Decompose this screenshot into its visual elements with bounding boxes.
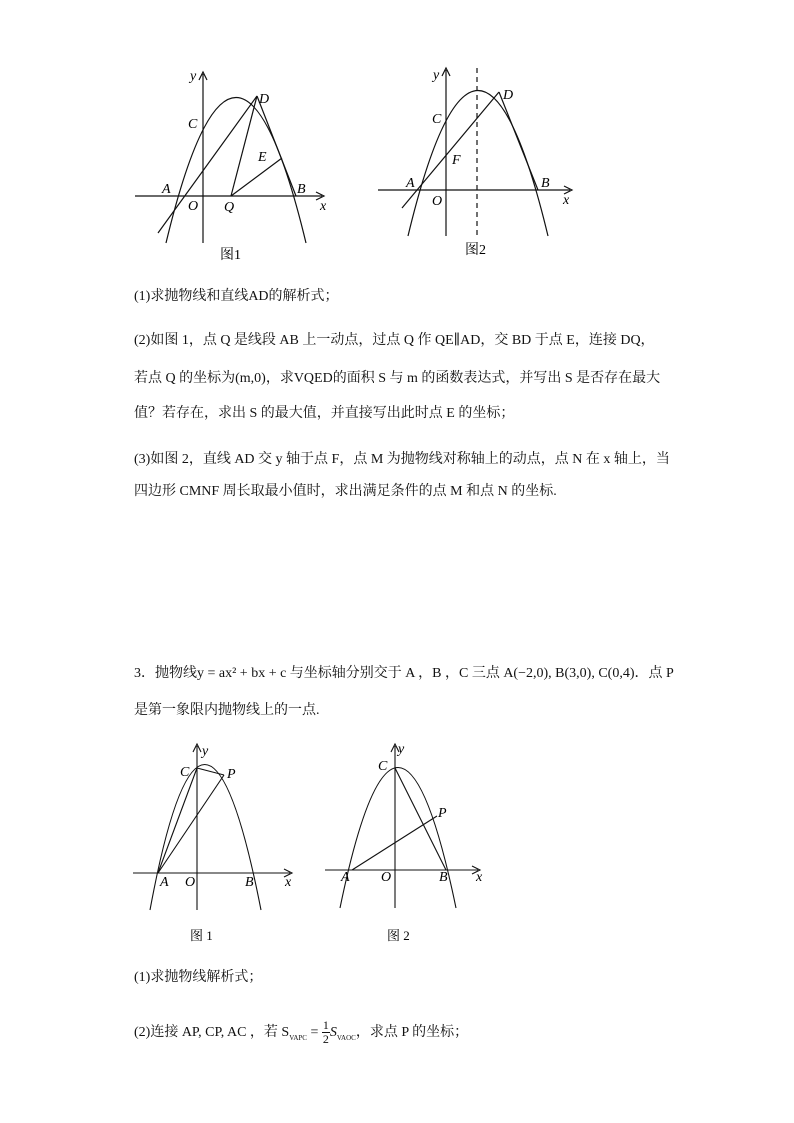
- fig4-label-b: B: [439, 870, 448, 885]
- fig4-label-c: C: [378, 759, 388, 774]
- p2-question-2-line-3: 值？若存在，求出 S 的最大值，并直接写出此时点 E 的坐标；: [134, 406, 515, 421]
- p3-intro-line-1: 3．抛物线y = ax² + bx + c 与坐标轴分别交于 A ，B ，C 三点 A(−2,0), B(3,0), C(0,4)．点 P: [134, 666, 674, 681]
- p3-intro-line-2: 是第一象限内抛物线上的一点.: [134, 703, 320, 718]
- fig2-line-db: [499, 92, 538, 190]
- fig3-line-cp: [197, 768, 224, 775]
- fig1-line-ad: [158, 96, 257, 233]
- fig3-line-ap: [158, 775, 224, 873]
- fig3-label-o: O: [185, 875, 196, 890]
- figure-1-graphics: [135, 72, 324, 243]
- fig3-line-ac: [158, 768, 197, 873]
- fig2-label-c: C: [432, 112, 442, 127]
- p3-question-2: [134, 1018, 468, 1053]
- fig2-label-b: B: [541, 176, 550, 191]
- figure-3-graphics: [133, 744, 292, 910]
- p3-q2-eq: =: [310, 1025, 319, 1040]
- fig3-label-p: P: [227, 767, 236, 782]
- p3-q2-s2: S: [329, 1025, 337, 1040]
- fig1-label-q: Q: [224, 200, 235, 215]
- figure-2-graphics: [378, 68, 572, 238]
- fig2-label-y: y: [433, 68, 440, 83]
- fig4-label-x: x: [476, 870, 483, 885]
- p2-question-2-line-1: (2)如图 1，点 Q 是线段 AB 上一动点，过点 Q 作 QE∥AD，交 BD 于点 E，连接 DQ，: [134, 333, 655, 348]
- p2-question-3-line-2: 四边形 CMNF 周长取最小值时，求出满足条件的点 M 和点 N 的坐标.: [134, 484, 557, 499]
- fig2-label-f: F: [452, 153, 461, 168]
- fig2-label-x: x: [563, 193, 570, 208]
- fig2-label-a: A: [406, 176, 415, 191]
- fig4-label-y: y: [398, 742, 405, 757]
- fig1-line-dq: [231, 96, 257, 196]
- fig3-label-c: C: [180, 765, 190, 780]
- p2-question-2-line-2: 若点 Q 的坐标为(m,0)，求VQED的面积 S 与 m 的函数表达式，并写出 S 是否存在最大: [134, 371, 661, 386]
- fig2-line-ad: [402, 92, 499, 208]
- fig2-label-o: O: [432, 194, 443, 209]
- fig1-line-db: [257, 96, 296, 196]
- fig1-label-o: O: [188, 199, 199, 214]
- p3-q2-sub-1: VAPC: [289, 1033, 307, 1042]
- fig2-label-d: D: [503, 88, 514, 103]
- fig3-label-y: y: [202, 744, 209, 759]
- fig1-label-e: E: [258, 150, 267, 165]
- fig1-line-qe: [231, 158, 282, 196]
- fig1-label-b: B: [297, 182, 306, 197]
- fig1-label-y: y: [190, 69, 197, 84]
- fig3-label-x: x: [285, 875, 292, 890]
- fig3-label-a: A: [160, 875, 169, 890]
- p3-q2-frac-den: 2: [322, 1032, 329, 1047]
- p3-q2-fraction: [322, 1019, 330, 1046]
- fig1-parabola: [166, 98, 306, 244]
- fig2-caption: 图2: [465, 243, 486, 258]
- fig3-caption: 图 1: [190, 928, 213, 943]
- p3-q2-prefix: (2)连接 AP, CP, AC ，若 S: [134, 1025, 290, 1040]
- fig4-label-o: O: [381, 870, 392, 885]
- p2-question-1: (1)求抛物线和直线AD的解析式；: [134, 289, 339, 304]
- fig4-caption: 图 2: [387, 928, 410, 943]
- p3-q2-suffix: ，求点 P 的坐标；: [355, 1025, 469, 1040]
- p3-q2-sub-2: VAOC: [336, 1033, 356, 1042]
- fig4-label-p: P: [438, 806, 447, 821]
- p2-question-3-line-1: (3)如图 2，直线 AD 交 y 轴于点 F，点 M 为抛物线对称轴上的动点，点 N 在 x 轴上，当: [134, 452, 670, 467]
- fig1-label-a: A: [162, 182, 171, 197]
- fig1-label-x: x: [320, 199, 327, 214]
- fig1-label-c: C: [188, 117, 198, 132]
- fig4-parabola: [340, 768, 456, 909]
- fig1-caption: 图1: [220, 248, 241, 263]
- p3-question-1: (1)求抛物线解析式；: [134, 970, 263, 985]
- fig4-label-a: A: [341, 870, 350, 885]
- p3-q2-frac-num: 1: [322, 1018, 329, 1033]
- fig1-label-d: D: [259, 92, 270, 107]
- fig3-label-b: B: [245, 875, 254, 890]
